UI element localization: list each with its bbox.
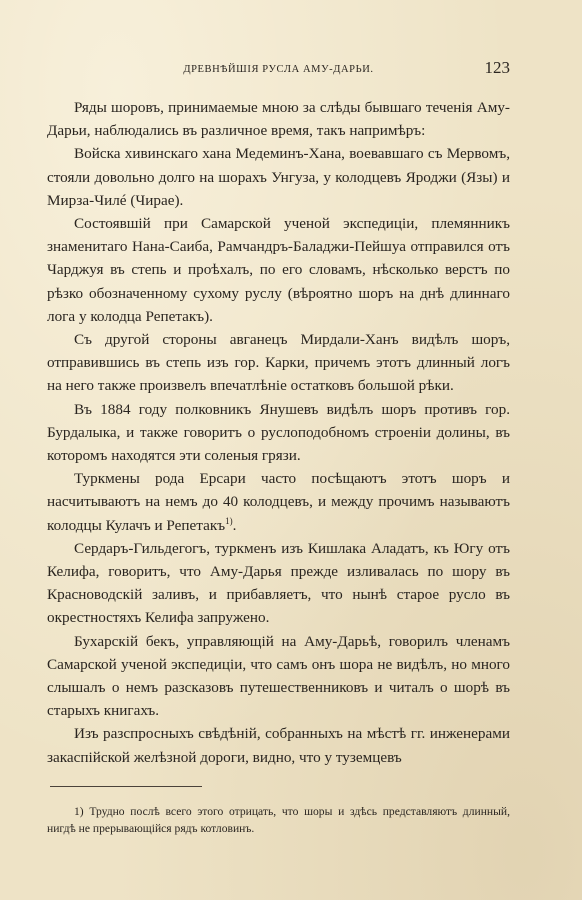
paragraph: Въ 1884 году полковникъ Янушевъ видѣлъ шоръ противъ гор. Бурдалыка, и также говоритъ о руслоподобномъ строеніи долины, въ которомъ находятся эти соленыя грязи. <box>47 400 510 465</box>
footnote-reference: 1) <box>225 515 233 526</box>
paragraph: Сердаръ-Гильдегогъ, туркменъ изъ Кишлака Аладатъ, къ Югу отъ Келифа, говоритъ, что Аму-Дарья прежде изливалась по шору въ Красноводскій заливъ, и прибавляетъ, что нынѣ старое русло въ окрестностяхъ Келифа запружено. <box>47 539 510 627</box>
footnote: 1) Трудно послѣ всего этого отрицать, что шоры и здѣсь представляютъ длинный, нигдѣ не прерывающійся рядъ котловинъ. <box>47 805 510 835</box>
paragraph: Съ другой стороны авганецъ Мирдали-Ханъ видѣлъ шоръ, отправившись въ степь изъ гор. Карки, причемъ этотъ длинный логъ на него также произвелъ впечатлѣніе остатковъ большой рѣки. <box>47 331 510 395</box>
paragraph: Войска хивинскаго хана Медеминъ-Хана, воевавшаго съ Мервомъ, стояли довольно долго на шорахъ Унгуза, у колодцевъ Яроджи (Язы) и Мирза-Чилé (Чирае). <box>47 145 510 209</box>
paragraph: Ряды шоровъ, принимаемые мною за слѣды бывшаго теченія Аму-Дарьи, наблюдались въ различное время, такъ напримѣръ: <box>47 99 510 140</box>
body-text <box>47 96 510 769</box>
paragraph: Состоявшій при Самарской ученой экспедиціи, племянникъ знаменитаго Нана-Саиба, Рамчандръ-Баладжи-Пейшуа отправился отъ Чарджуя въ степь и проѣхалъ, по его словамъ, нѣсколько верстъ по рѣзко обозначенному сухому руслу (вѣроятно шоръ на днѣ длиннаго лога у колодца Репетакъ). <box>47 215 510 325</box>
running-title: ДРЕВНѢЙШІЯ РУСЛА АМУ-ДАРЬИ. <box>183 64 374 75</box>
footnote-divider <box>50 786 202 787</box>
paragraph: Изъ разспросныхъ свѣдѣній, собранныхъ на мѣстѣ гг. инженерами закаспійской желѣзной дороги, видно, что у туземцевъ <box>47 725 510 766</box>
paragraph: Бухарскій бекъ, управляющій на Аму-Дарьѣ, говорилъ членамъ Самарской ученой экспедиціи, что самъ онъ шора не видѣлъ, но много слышалъ о немъ разсказовъ путешественниковъ и читалъ о шорѣ въ старыхъ книгахъ. <box>47 632 510 720</box>
paragraph-with-footnote-ref <box>47 467 510 537</box>
page-number: 123 <box>484 58 510 77</box>
paragraph-end-punctuation: . <box>232 516 237 534</box>
page-header <box>47 58 510 84</box>
paragraph-text: Туркмены рода Ерсари часто посѣщаютъ этотъ шоръ и насчитываютъ на немъ до 40 колодцевъ, и между прочимъ называютъ колодцы Кулачъ и Репетакъ <box>47 470 510 534</box>
